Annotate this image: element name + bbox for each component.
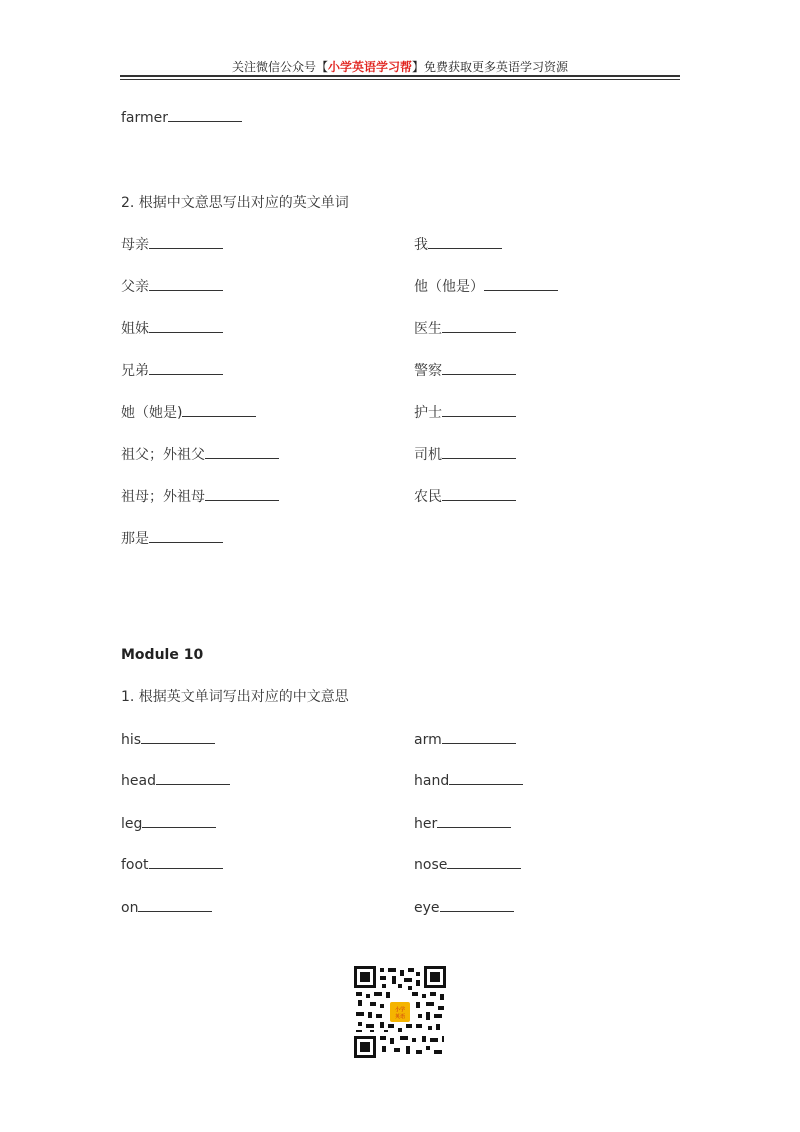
answer-blank[interactable] (149, 362, 223, 375)
item-word: 警察 (414, 363, 442, 379)
answer-blank[interactable] (447, 856, 521, 869)
answer-blank[interactable] (442, 488, 516, 501)
answer-blank[interactable] (437, 815, 511, 828)
item-word: farmer (121, 110, 169, 126)
item-word: 护士 (414, 405, 442, 421)
worksheet-item (121, 446, 279, 464)
item-word: 她（她是) (121, 405, 183, 421)
item-word: 农民 (414, 489, 442, 505)
answer-blank[interactable] (442, 404, 516, 417)
worksheet-item (414, 731, 516, 749)
item-word: on (121, 900, 139, 916)
worksheet-item (121, 109, 242, 127)
worksheet-item (121, 236, 223, 254)
answer-blank[interactable] (205, 446, 279, 459)
answer-blank[interactable] (428, 236, 502, 249)
item-word: 父亲 (121, 279, 149, 295)
worksheet-item (414, 899, 514, 917)
worksheet-item (121, 772, 230, 790)
qr-code-icon (354, 966, 446, 1058)
item-word: 祖母；外祖母 (121, 489, 205, 505)
worksheet-item (414, 772, 523, 790)
answer-blank[interactable] (149, 320, 223, 333)
item-word: 司机 (414, 447, 442, 463)
worksheet-item (414, 856, 521, 874)
answer-blank[interactable] (156, 772, 230, 785)
item-word: hand (414, 773, 450, 789)
header-suffix: 】免费获取更多英语学习资源 (412, 60, 569, 74)
answer-blank[interactable] (484, 278, 558, 291)
worksheet-item (414, 320, 516, 338)
answer-blank[interactable] (182, 404, 256, 417)
item-word: leg (121, 816, 143, 832)
worksheet-item (121, 404, 256, 422)
answer-blank[interactable] (142, 815, 216, 828)
item-word: 医生 (414, 321, 442, 337)
worksheet-item (121, 488, 279, 506)
item-word: eye (414, 900, 440, 916)
answer-blank[interactable] (442, 362, 516, 375)
answer-blank[interactable] (442, 731, 516, 744)
item-word: 他（他是） (414, 279, 484, 295)
header-rule (120, 75, 680, 77)
qr-logo-text-2: 英语 (394, 1014, 406, 1020)
answer-blank[interactable] (449, 772, 523, 785)
item-word: 祖父；外祖父 (121, 447, 205, 463)
item-word: 兄弟 (121, 363, 149, 379)
worksheet-item (121, 320, 223, 338)
worksheet-item (414, 446, 516, 464)
qr-logo-text-1: 小学 (394, 1007, 406, 1013)
item-word: foot (121, 857, 149, 873)
item-word: 母亲 (121, 237, 149, 253)
header-brand: 小学英语学习帮 (327, 60, 412, 74)
worksheet-item (121, 362, 223, 380)
header-text (120, 58, 680, 75)
section-title: 1. 根据英文单词写出对应的中文意思 (121, 689, 349, 705)
item-word: 姐妹 (121, 321, 149, 337)
answer-blank[interactable] (205, 488, 279, 501)
worksheet-item (121, 899, 212, 917)
item-word: her (414, 816, 438, 832)
answer-blank[interactable] (138, 899, 212, 912)
answer-blank[interactable] (442, 446, 516, 459)
answer-blank[interactable] (149, 530, 223, 543)
header-rule-thin (120, 79, 680, 80)
worksheet-item (414, 278, 558, 296)
answer-blank[interactable] (149, 236, 223, 249)
item-word: nose (414, 857, 448, 873)
worksheet-item (121, 731, 215, 749)
item-word: his (121, 732, 142, 748)
item-word: 我 (414, 237, 428, 253)
answer-blank[interactable] (149, 856, 223, 869)
item-word: 那是 (121, 531, 149, 547)
answer-blank[interactable] (149, 278, 223, 291)
worksheet-item (121, 278, 223, 296)
module-title: Module 10 (121, 647, 204, 663)
header-prefix: 关注微信公众号【 (231, 60, 328, 74)
worksheet-item (121, 856, 223, 874)
worksheet-item (121, 530, 223, 548)
page-header (120, 58, 680, 80)
worksheet-item (414, 236, 502, 254)
worksheet-item (414, 404, 516, 422)
worksheet-item (414, 362, 516, 380)
answer-blank[interactable] (168, 109, 242, 122)
item-word: head (121, 773, 156, 789)
worksheet-item (414, 815, 511, 833)
answer-blank[interactable] (440, 899, 514, 912)
section-title: 2. 根据中文意思写出对应的英文单词 (121, 195, 349, 211)
worksheet-item (414, 488, 516, 506)
item-word: arm (414, 732, 442, 748)
answer-blank[interactable] (141, 731, 215, 744)
answer-blank[interactable] (442, 320, 516, 333)
worksheet-item (121, 815, 216, 833)
